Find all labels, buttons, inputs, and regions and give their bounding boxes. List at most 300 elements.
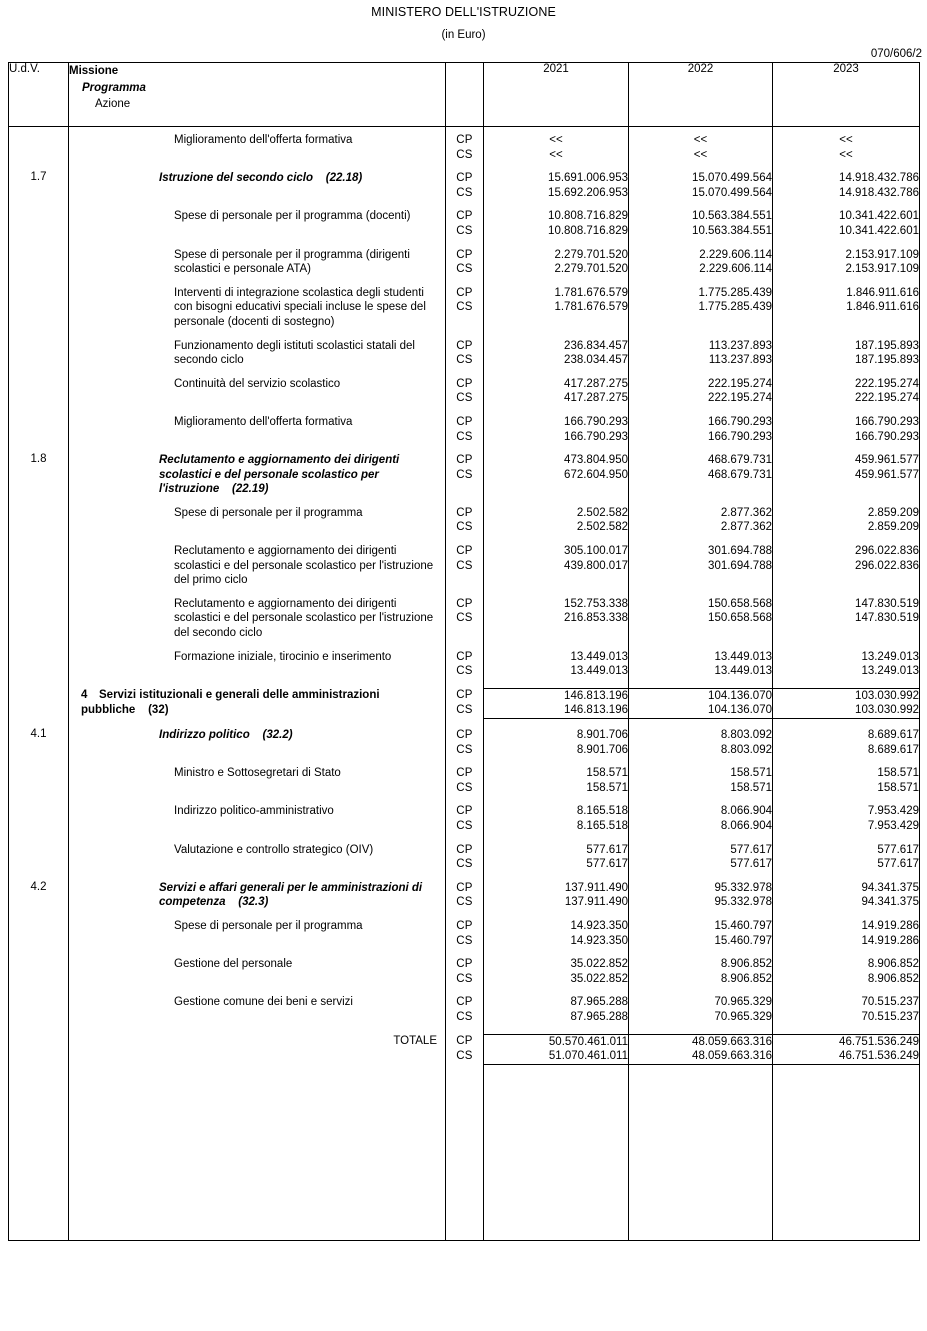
cp-label: CP	[456, 729, 473, 741]
cell-value-2023	[773, 209, 920, 238]
value-cp: 146.813.196	[564, 689, 628, 702]
cp-label: CP	[456, 415, 473, 428]
cs-label: CS	[456, 703, 473, 716]
value-cp: 296.022.836	[855, 545, 919, 558]
value-cp: 8.803.092	[720, 729, 772, 741]
value-cs: 13.249.013	[861, 665, 919, 678]
row-label-text: Gestione del personale	[174, 958, 293, 971]
value-cs: 459.961.577	[855, 468, 919, 481]
value-cp: 158.571	[586, 767, 628, 780]
cell-label	[69, 995, 446, 1024]
value-cs: <<	[693, 148, 708, 161]
cell-cp-cs	[446, 377, 484, 406]
value-cp: 15.070.499.564	[692, 172, 772, 185]
cell-label	[69, 544, 446, 588]
cp-label: CP	[456, 650, 473, 663]
cell-value-2022	[629, 843, 773, 872]
cs-label: CS	[456, 781, 473, 794]
header-year-2022: 2022	[629, 63, 773, 127]
table-row	[9, 688, 920, 718]
value-cs: 13.449.013	[714, 665, 772, 678]
row-spacer	[9, 200, 920, 209]
row-label-text: Miglioramento dell'offerta formativa	[174, 134, 353, 146]
cs-label: CS	[456, 972, 473, 985]
cell-label	[69, 881, 446, 910]
cell-cp-cs	[446, 339, 484, 368]
cell-cp-cs	[446, 919, 484, 948]
row-label-text: Interventi di integrazione scolastica degli studenti con bisogni educativi speciali incluse le spese del personale (docenti di sostegno)	[174, 286, 426, 328]
cell-value-2023	[773, 650, 920, 679]
cell-value-2022	[629, 248, 773, 277]
value-cs: 10.563.384.551	[692, 224, 772, 237]
table-row	[9, 506, 920, 535]
cs-label: CS	[456, 224, 473, 237]
cell-cp-cs	[446, 506, 484, 535]
cell-value-2022	[629, 766, 773, 795]
budget-table	[8, 62, 920, 1241]
cell-value-2023	[773, 919, 920, 948]
cell-cp-cs	[446, 843, 484, 872]
cell-label	[69, 415, 446, 444]
row-label-text: Reclutamento e aggiornamento dei dirigenti scolastici e del personale scolastico per l'istruzione (22.19)	[159, 454, 400, 496]
value-cp: 13.449.013	[714, 650, 772, 663]
row-label-text: Ministro e Sottosegretari di Stato	[174, 767, 341, 780]
value-cs: 8.165.518	[576, 819, 628, 832]
row-label-text: Indirizzo politico (32.2)	[159, 729, 293, 741]
programma-code: (32.2)	[249, 729, 293, 741]
value-cs: 417.287.275	[564, 392, 628, 405]
cell-label	[69, 1034, 446, 1064]
table-row	[9, 843, 920, 872]
cell-udv	[9, 544, 69, 588]
cell-value-2023	[773, 957, 920, 986]
cell-udv	[9, 597, 69, 641]
header-programma: Programma	[82, 81, 146, 94]
cell-value-2023	[773, 804, 920, 833]
cell-label	[69, 843, 446, 872]
cp-label: CP	[456, 339, 473, 352]
value-cp: 50.570.461.011	[548, 1035, 628, 1048]
table-empty-tail	[9, 1064, 920, 1240]
table-row	[9, 377, 920, 406]
value-cs: 301.694.788	[708, 559, 772, 572]
cell-value-2022	[629, 171, 773, 200]
row-spacer	[9, 277, 920, 286]
table-row	[9, 544, 920, 588]
cell-udv	[9, 248, 69, 277]
cs-label: CS	[456, 1010, 473, 1023]
value-cs: 137.911.490	[564, 896, 628, 909]
mission-code: (32)	[135, 703, 169, 716]
value-cs: 7.953.429	[867, 819, 919, 832]
row-label-text: Reclutamento e aggiornamento dei dirigenti scolastici e del personale scolastico per l'istruzione del primo ciclo	[174, 545, 434, 587]
mission-number: 4	[81, 689, 88, 702]
table-header-row	[9, 63, 920, 127]
row-spacer	[9, 497, 920, 506]
value-cs: 10.341.422.601	[839, 224, 919, 237]
value-cs: 2.153.917.109	[845, 263, 919, 276]
cell-value-2023	[773, 766, 920, 795]
cell-cp-cs	[446, 286, 484, 330]
cell-value-2021	[484, 597, 629, 641]
cell-value-2022	[629, 650, 773, 679]
cell-value-2021	[484, 415, 629, 444]
row-spacer	[9, 162, 920, 171]
cell-label	[69, 133, 446, 162]
cell-value-2021	[484, 544, 629, 588]
cell-label	[69, 209, 446, 238]
cell-cp-cs	[446, 957, 484, 986]
cp-label: CP	[456, 134, 473, 146]
value-cs: 14.918.432.786	[839, 186, 919, 199]
cell-value-2021	[484, 919, 629, 948]
cell-udv: 4.1	[9, 728, 69, 757]
row-label-text: Istruzione del secondo ciclo (22.18)	[159, 172, 363, 185]
cp-label: CP	[456, 597, 473, 610]
cell-label	[69, 248, 446, 277]
cell-value-2021	[484, 377, 629, 406]
cp-label: CP	[456, 958, 473, 971]
value-cs: 222.195.274	[855, 392, 919, 405]
cell-udv	[9, 506, 69, 535]
cell-cp-cs	[446, 453, 484, 497]
cell-udv	[9, 995, 69, 1024]
value-cs: 2.877.362	[720, 521, 772, 534]
cell-value-2022	[629, 133, 773, 162]
row-label-text: Spese di personale per il programma (dirigenti scolastici e personale ATA)	[174, 248, 410, 276]
cell-label	[69, 377, 446, 406]
cell-udv	[9, 377, 69, 406]
programma-code: (22.18)	[313, 172, 363, 185]
row-spacer	[9, 795, 920, 804]
row-label-text: Gestione comune dei beni e servizi	[174, 996, 353, 1009]
table-row	[9, 133, 920, 162]
cell-udv: 1.8	[9, 453, 69, 497]
cs-label: CS	[456, 665, 473, 678]
cell-value-2023	[773, 415, 920, 444]
value-cp: <<	[693, 134, 708, 146]
cs-label: CS	[456, 430, 473, 443]
table-row	[9, 171, 920, 200]
table-row	[9, 339, 920, 368]
value-cp: 14.923.350	[570, 919, 628, 932]
cs-label: CS	[456, 819, 473, 832]
value-cp: 417.287.275	[564, 377, 628, 390]
cell-value-2023	[773, 506, 920, 535]
value-cp: 8.165.518	[576, 805, 628, 818]
value-cp: 46.751.536.249	[839, 1035, 919, 1048]
value-cs: 94.341.375	[861, 896, 919, 909]
cell-udv	[9, 766, 69, 795]
value-cs: 296.022.836	[855, 559, 919, 572]
cs-label: CS	[456, 1049, 473, 1062]
row-spacer	[9, 1025, 920, 1035]
row-label-text: 4 Servizi istituzionali e generali delle amministrazioni pubbliche (32)	[81, 689, 380, 716]
cp-label: CP	[456, 767, 473, 780]
page-code: 070/606/2	[870, 48, 922, 60]
value-cp: 8.906.852	[720, 958, 772, 971]
value-cp: 10.563.384.551	[692, 210, 772, 223]
value-cs: 672.604.950	[564, 468, 628, 481]
cell-label	[69, 339, 446, 368]
value-cp: 113.237.893	[708, 339, 772, 352]
table-row	[9, 995, 920, 1024]
cs-label: CS	[456, 354, 473, 367]
cell-cp-cs	[446, 1034, 484, 1064]
value-cp: 236.834.457	[564, 339, 628, 352]
table-row	[9, 597, 920, 641]
cell-value-2023	[773, 1034, 920, 1064]
cell-label	[69, 597, 446, 641]
value-cs: 158.571	[730, 781, 772, 794]
cs-label: CS	[456, 896, 473, 909]
cell-cp-cs	[446, 415, 484, 444]
table-row	[9, 415, 920, 444]
table-row	[9, 766, 920, 795]
value-cs: 15.692.206.953	[548, 186, 628, 199]
value-cs: 222.195.274	[708, 392, 772, 405]
table-row	[9, 804, 920, 833]
row-label-text: Miglioramento dell'offerta formativa	[174, 415, 353, 428]
value-cp: 104.136.070	[708, 689, 772, 702]
value-cs: 158.571	[586, 781, 628, 794]
cell-value-2023	[773, 133, 920, 162]
row-label-text: Valutazione e controllo strategico (OIV)	[174, 843, 374, 856]
value-cs: 187.195.893	[855, 354, 919, 367]
cell-value-2022	[629, 957, 773, 986]
cell-value-2021	[484, 209, 629, 238]
cp-label: CP	[456, 545, 473, 558]
value-cp: 8.901.706	[576, 729, 628, 741]
value-cp: 103.030.992	[855, 689, 919, 702]
value-cp: 1.846.911.616	[846, 286, 919, 299]
header-missione: Missione	[69, 65, 119, 77]
value-cp: 473.804.950	[564, 454, 628, 467]
cp-label: CP	[456, 919, 473, 932]
value-cp: 166.790.293	[564, 415, 628, 428]
cell-label	[69, 171, 446, 200]
header-hierarchy	[69, 63, 446, 127]
cell-value-2021	[484, 453, 629, 497]
row-spacer	[9, 679, 920, 689]
cp-label: CP	[456, 881, 473, 894]
value-cs: 238.034.457	[564, 354, 628, 367]
value-cs: 158.571	[877, 781, 919, 794]
value-cp: 87.965.288	[570, 996, 628, 1009]
cell-value-2021	[484, 728, 629, 757]
cell-udv	[9, 286, 69, 330]
cell-value-2023	[773, 339, 920, 368]
value-cp: 14.919.286	[861, 919, 919, 932]
value-cp: 1.775.285.439	[698, 286, 772, 299]
cell-value-2023	[773, 688, 920, 718]
row-spacer	[9, 948, 920, 957]
cell-udv	[9, 919, 69, 948]
value-cs: 35.022.852	[570, 972, 628, 985]
table-row	[9, 650, 920, 679]
table-row	[9, 728, 920, 757]
cell-udv	[9, 415, 69, 444]
value-cs: 8.803.092	[720, 743, 772, 756]
value-cp: 13.249.013	[861, 650, 919, 663]
value-cp: 2.153.917.109	[845, 248, 919, 261]
cell-udv	[9, 209, 69, 238]
row-spacer	[9, 719, 920, 729]
row-spacer	[9, 834, 920, 843]
value-cp: 150.658.568	[708, 597, 772, 610]
cell-value-2022	[629, 804, 773, 833]
cell-value-2023	[773, 171, 920, 200]
value-cp: 8.689.617	[867, 729, 919, 741]
value-cs: 2.502.582	[576, 521, 628, 534]
cell-value-2021	[484, 650, 629, 679]
cell-udv: 4.2	[9, 881, 69, 910]
row-spacer	[9, 444, 920, 453]
cell-value-2021	[484, 248, 629, 277]
cell-value-2022	[629, 597, 773, 641]
value-cp: 577.617	[586, 843, 628, 856]
value-cp: 158.571	[730, 767, 772, 780]
cell-value-2023	[773, 286, 920, 330]
value-cp: 305.100.017	[564, 545, 628, 558]
cs-label: CS	[456, 148, 473, 161]
value-cp: 166.790.293	[855, 415, 919, 428]
row-spacer	[9, 535, 920, 544]
cell-udv: 1.7	[9, 171, 69, 200]
row-label-text: Spese di personale per il programma	[174, 919, 363, 932]
cell-value-2021	[484, 995, 629, 1024]
value-cs: 8.901.706	[576, 743, 628, 756]
page-title: MINISTERO DELL'ISTRUZIONE	[371, 5, 556, 19]
cs-label: CS	[456, 858, 473, 871]
cell-value-2023	[773, 248, 920, 277]
value-cp: 222.195.274	[708, 377, 772, 390]
value-cp: 15.691.006.953	[548, 172, 628, 185]
value-cp: 1.781.676.579	[554, 286, 628, 299]
header-year-2021: 2021	[484, 63, 629, 127]
row-spacer	[9, 872, 920, 881]
cell-value-2021	[484, 286, 629, 330]
programma-code: (32.3)	[225, 896, 269, 909]
value-cs: 14.919.286	[861, 934, 919, 947]
value-cp: 14.918.432.786	[839, 172, 919, 185]
row-spacer	[9, 368, 920, 377]
value-cp: 468.679.731	[708, 454, 772, 467]
cell-cp-cs	[446, 728, 484, 757]
row-spacer	[9, 641, 920, 650]
cell-value-2022	[629, 209, 773, 238]
cell-value-2023	[773, 377, 920, 406]
value-cp: 10.808.716.829	[548, 210, 628, 223]
programma-code: (22.19)	[219, 483, 269, 496]
cell-cp-cs	[446, 766, 484, 795]
cs-label: CS	[456, 301, 473, 314]
value-cs: 70.515.237	[861, 1010, 919, 1023]
currency-note: (in Euro)	[441, 29, 486, 41]
cell-value-2023	[773, 597, 920, 641]
cell-cp-cs	[446, 881, 484, 910]
cell-value-2022	[629, 339, 773, 368]
cell-udv	[9, 650, 69, 679]
cell-value-2021	[484, 843, 629, 872]
cell-value-2022	[629, 881, 773, 910]
cs-label: CS	[456, 392, 473, 405]
cp-label: CP	[456, 286, 473, 299]
cell-cp-cs	[446, 650, 484, 679]
cs-label: CS	[456, 934, 473, 947]
value-cp: 7.953.429	[867, 805, 919, 818]
value-cp: 459.961.577	[855, 454, 919, 467]
value-cp: 94.341.375	[861, 881, 919, 894]
cs-label: CS	[456, 468, 473, 481]
cell-value-2023	[773, 728, 920, 757]
cell-cp-cs	[446, 248, 484, 277]
row-label-text: Spese di personale per il programma	[174, 506, 363, 519]
table-row	[9, 453, 920, 497]
value-cp: 222.195.274	[855, 377, 919, 390]
cell-value-2021	[484, 688, 629, 718]
cell-label	[69, 286, 446, 330]
value-cs: 439.800.017	[564, 559, 628, 572]
row-label-text: Continuità del servizio scolastico	[174, 377, 341, 390]
cell-value-2022	[629, 415, 773, 444]
cell-value-2022	[629, 544, 773, 588]
cell-label	[69, 506, 446, 535]
cp-label: CP	[456, 689, 473, 702]
cell-value-2023	[773, 881, 920, 910]
cell-value-2023	[773, 544, 920, 588]
value-cs: 8.906.852	[867, 972, 919, 985]
value-cp: 8.066.904	[720, 805, 772, 818]
value-cs: 14.923.350	[570, 934, 628, 947]
value-cp: 137.911.490	[564, 881, 628, 894]
value-cp: 15.460.797	[714, 919, 772, 932]
cell-cp-cs	[446, 995, 484, 1024]
value-cs: 146.813.196	[564, 704, 628, 717]
cell-value-2022	[629, 286, 773, 330]
value-cp: 13.449.013	[570, 650, 628, 663]
value-cp: 187.195.893	[855, 339, 919, 352]
value-cs: 15.460.797	[714, 934, 772, 947]
cell-label	[69, 688, 446, 718]
value-cp: <<	[549, 134, 563, 146]
cs-label: CS	[456, 559, 473, 572]
value-cs: 468.679.731	[708, 468, 772, 481]
cell-value-2023	[773, 995, 920, 1024]
value-cs: 147.830.519	[855, 612, 919, 625]
value-cs: 95.332.978	[714, 896, 772, 909]
value-cs: 10.808.716.829	[548, 224, 628, 237]
cell-value-2021	[484, 957, 629, 986]
value-cs: 216.853.338	[564, 612, 628, 625]
row-label-text: Indirizzo politico-amministrativo	[174, 805, 334, 818]
cell-cp-cs	[446, 171, 484, 200]
value-cs: <<	[549, 148, 563, 161]
row-spacer	[9, 406, 920, 415]
cell-label	[69, 957, 446, 986]
cell-value-2023	[773, 843, 920, 872]
cp-label: CP	[456, 506, 473, 519]
value-cs: 1.775.285.439	[698, 301, 772, 314]
row-label-text: Spese di personale per il programma (docenti)	[174, 210, 411, 223]
cell-udv	[9, 339, 69, 368]
cs-label: CS	[456, 186, 473, 199]
cell-value-2021	[484, 766, 629, 795]
value-cs: 113.237.893	[708, 354, 772, 367]
cell-udv	[9, 688, 69, 718]
row-spacer	[9, 330, 920, 339]
budget-table-body	[9, 63, 920, 1241]
